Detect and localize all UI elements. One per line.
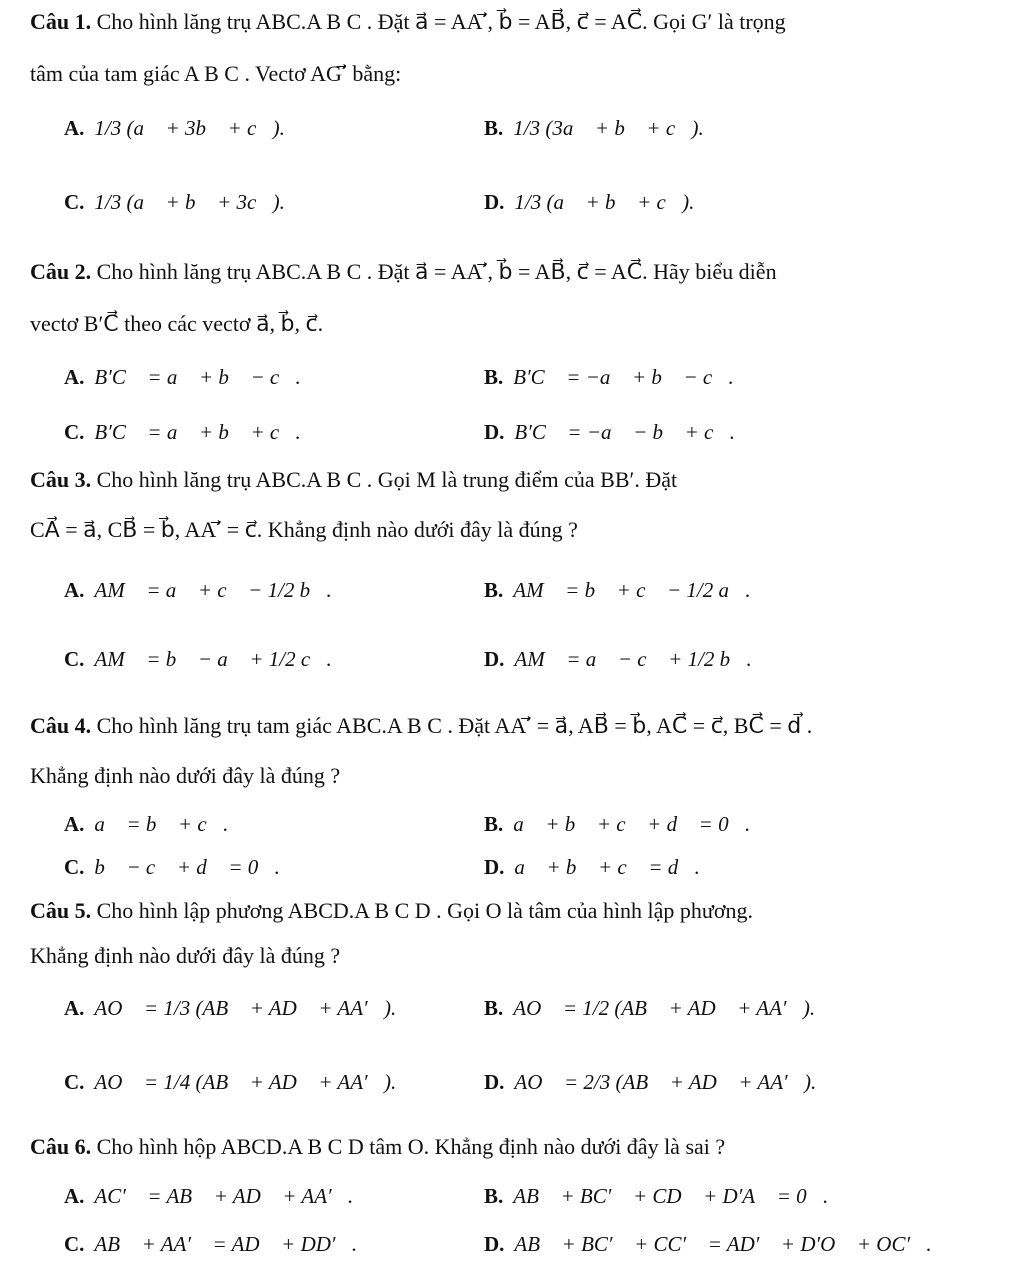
question-4-option-b[interactable] (484, 810, 750, 838)
option-text: a⃗ + b⃗ + c⃗ = d⃗. (514, 855, 700, 879)
question-4-stem-line-2 (30, 762, 1000, 790)
question-1-option-c[interactable] (64, 188, 285, 216)
option-letter: D. (484, 420, 505, 444)
question-3-stem-line-2 (30, 516, 1000, 544)
option-letter: A. (64, 812, 85, 836)
option-text: AO⃗ = 1/2 (AB⃗ + AD⃗ + AA′⃗). (513, 996, 816, 1020)
question-6-option-c[interactable] (64, 1230, 357, 1258)
option-text: B′C⃗ = a⃗ + b⃗ − c⃗. (94, 365, 301, 389)
option-text: a⃗ + b⃗ + c⃗ + d⃗ = 0⃗. (513, 812, 751, 836)
option-text: AB⃗ + AA′⃗ = AD⃗ + DD′⃗. (94, 1232, 358, 1256)
question-1-stem-text-2: tâm của tam giác A B C . Vectơ AG′⃗ bằng: (30, 61, 402, 86)
option-letter: B. (484, 812, 504, 836)
question-5-stem-line-2 (30, 942, 1000, 970)
question-2-number: Câu 2. (30, 259, 92, 284)
question-2-stem-line-2 (30, 310, 1000, 338)
option-text: 1/3 (a⃗ + 3b⃗ + c⃗). (94, 116, 285, 140)
question-1-stem-line-2 (30, 60, 1000, 88)
question-3-stem-text-1: Cho hình lăng trụ ABC.A B C . Gọi M là trung điểm của BB′. Đặt (96, 467, 678, 492)
question-3-stem-line-1 (30, 466, 1000, 494)
question-2-stem-text-1: Cho hình lăng trụ ABC.A B C . Đặt a⃗ = AA′⃗, b⃗ = AB⃗, c⃗ = AC⃗. Hãy biểu diễn (96, 259, 777, 284)
question-2-option-b[interactable] (484, 363, 734, 391)
option-letter: C. (64, 420, 85, 444)
question-2-option-a[interactable] (64, 363, 301, 391)
question-1-stem-text-1: Cho hình lăng trụ ABC.A B C . Đặt a⃗ = AA′⃗, b⃗ = AB⃗, c⃗ = AC⃗. Gọi G′ là trọng (96, 9, 786, 34)
option-letter: D. (484, 855, 505, 879)
option-letter: C. (64, 1232, 85, 1256)
option-text: b⃗ − c⃗ + d⃗ = 0⃗. (94, 855, 280, 879)
option-text: 1/3 (3a⃗ + b⃗ + c⃗). (513, 116, 704, 140)
option-letter: A. (64, 578, 85, 602)
question-5-stem-text-2: Khẳng định nào dưới đây là đúng ? (30, 943, 341, 968)
option-letter: B. (484, 365, 504, 389)
option-letter: A. (64, 1184, 85, 1208)
question-6-option-a[interactable] (64, 1182, 353, 1210)
question-4-stem-text-1: Cho hình lăng trụ tam giác ABC.A B C . Đặt AA′⃗ = a⃗, AB⃗ = b⃗, AC⃗ = c⃗, BC⃗ = d⃗ . (96, 713, 813, 738)
question-5-stem-text-1: Cho hình lập phương ABCD.A B C D . Gọi O là tâm của hình lập phương. (96, 898, 753, 923)
option-text: AM⃗ = b⃗ + c⃗ − 1/2 a⃗. (513, 578, 751, 602)
question-1-stem-line-1 (30, 8, 1000, 36)
question-3-number: Câu 3. (30, 467, 92, 492)
question-6-option-d[interactable] (484, 1230, 932, 1258)
question-5-option-b[interactable] (484, 994, 815, 1022)
option-letter: B. (484, 1184, 504, 1208)
option-text: a⃗ = b⃗ + c⃗. (94, 812, 229, 836)
question-6-number: Câu 6. (30, 1134, 92, 1159)
option-text: AM⃗ = a⃗ − c⃗ + 1/2 b⃗. (514, 647, 752, 671)
question-1-option-b[interactable] (484, 114, 704, 142)
option-letter: B. (484, 116, 504, 140)
question-3-option-a[interactable] (64, 576, 332, 604)
question-1-option-a[interactable] (64, 114, 285, 142)
question-4-option-d[interactable] (484, 853, 700, 881)
option-text: AM⃗ = a⃗ + c⃗ − 1/2 b⃗. (94, 578, 332, 602)
option-text: AC′⃗ = AB⃗ + AD⃗ + AA′⃗. (94, 1184, 354, 1208)
option-letter: A. (64, 996, 85, 1020)
question-4-stem-text-2: Khẳng định nào dưới đây là đúng ? (30, 763, 341, 788)
option-letter: C. (64, 855, 85, 879)
question-5-stem-line-1 (30, 897, 1000, 925)
question-5-option-c[interactable] (64, 1068, 396, 1096)
question-3-stem-text-2: CA⃗ = a⃗, CB⃗ = b⃗, AA′⃗ = c⃗. Khẳng định nào dưới đây là đúng ? (30, 517, 578, 542)
option-text: 1/3 (a⃗ + b⃗ + 3c⃗). (94, 190, 285, 214)
question-6-stem-text-1: Cho hình hộp ABCD.A B C D tâm O. Khẳng định nào dưới đây là sai ? (96, 1134, 726, 1159)
option-letter: B. (484, 996, 504, 1020)
question-5-number: Câu 5. (30, 898, 92, 923)
option-letter: C. (64, 1070, 85, 1094)
question-2-option-c[interactable] (64, 418, 301, 446)
option-text: AM⃗ = b⃗ − a⃗ + 1/2 c⃗. (94, 647, 332, 671)
question-2-stem-text-2: vectơ B′C⃗ theo các vectơ a⃗, b⃗, c⃗. (30, 311, 324, 336)
question-2-option-d[interactable] (484, 418, 735, 446)
option-letter: D. (484, 190, 505, 214)
option-text: B′C⃗ = −a⃗ + b⃗ − c⃗. (513, 365, 734, 389)
question-3-option-c[interactable] (64, 645, 332, 673)
question-5-option-d[interactable] (484, 1068, 816, 1096)
question-4-stem-line-1 (30, 712, 1000, 740)
option-letter: A. (64, 365, 85, 389)
question-6-stem-line-1 (30, 1133, 1000, 1161)
question-1-number: Câu 1. (30, 9, 92, 34)
question-4-option-a[interactable] (64, 810, 228, 838)
question-6-option-b[interactable] (484, 1182, 828, 1210)
question-3-option-b[interactable] (484, 576, 751, 604)
question-4-number: Câu 4. (30, 713, 92, 738)
question-4-option-c[interactable] (64, 853, 280, 881)
option-letter: D. (484, 1232, 505, 1256)
option-letter: A. (64, 116, 85, 140)
option-text: AB⃗ + BC′⃗ + CD⃗ + D′A⃗ = 0⃗. (513, 1184, 829, 1208)
option-text: AO⃗ = 1/4 (AB⃗ + AD⃗ + AA′⃗). (94, 1070, 397, 1094)
option-text: B′C⃗ = −a⃗ − b⃗ + c⃗. (514, 420, 735, 444)
question-3-option-d[interactable] (484, 645, 752, 673)
question-1-option-d[interactable] (484, 188, 694, 216)
question-2-stem-line-1 (30, 258, 1000, 286)
question-5-option-a[interactable] (64, 994, 396, 1022)
option-letter: C. (64, 190, 85, 214)
option-text: AB⃗ + BC′⃗ + CC′⃗ = AD′⃗ + D′O⃗ + OC′⃗. (514, 1232, 932, 1256)
option-text: AO⃗ = 1/3 (AB⃗ + AD⃗ + AA′⃗). (94, 996, 397, 1020)
option-letter: C. (64, 647, 85, 671)
option-letter: D. (484, 647, 505, 671)
option-text: 1/3 (a⃗ + b⃗ + c⃗). (514, 190, 695, 214)
option-text: B′C⃗ = a⃗ + b⃗ + c⃗. (94, 420, 301, 444)
option-text: AO⃗ = 2/3 (AB⃗ + AD⃗ + AA′⃗). (514, 1070, 817, 1094)
option-letter: B. (484, 578, 504, 602)
option-letter: D. (484, 1070, 505, 1094)
